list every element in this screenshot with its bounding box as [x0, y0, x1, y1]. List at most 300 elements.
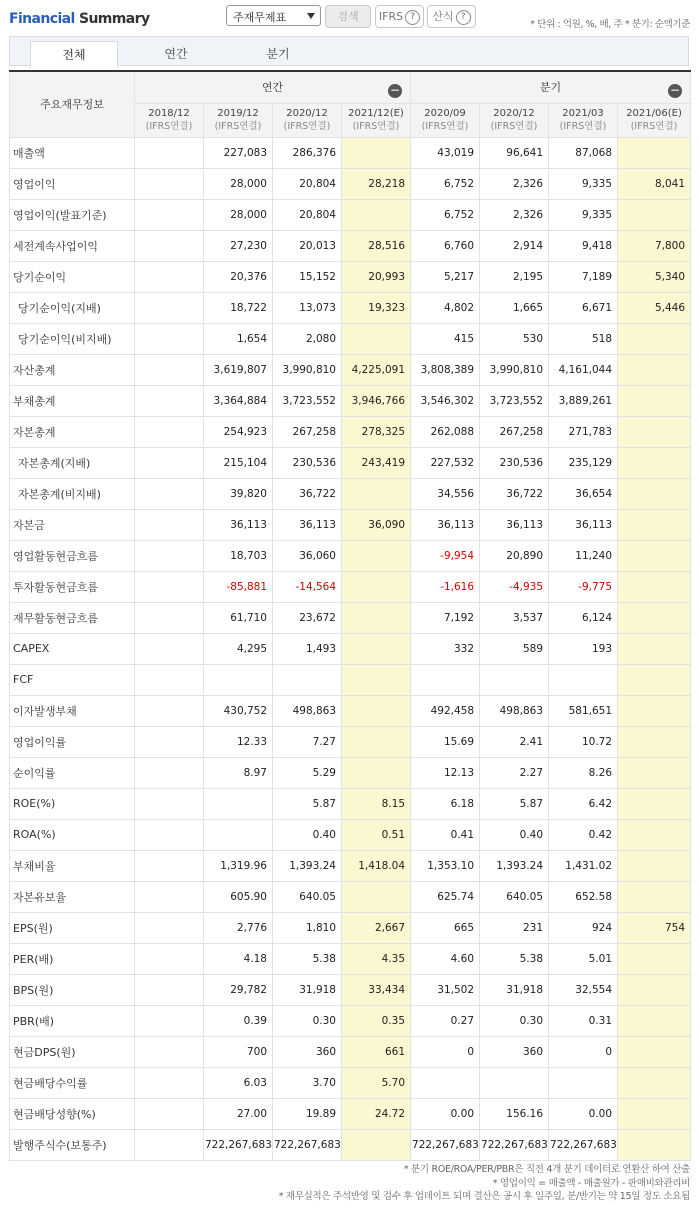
table-cell	[135, 323, 204, 354]
collapse-icon[interactable]: −	[670, 83, 681, 97]
table-cell: 87,068	[549, 137, 618, 168]
table-cell: 8.15	[342, 788, 411, 819]
table-cell: 36,722	[273, 478, 342, 509]
row-label: 순이익률	[10, 757, 135, 788]
table-cell: 4.35	[342, 943, 411, 974]
table-cell	[618, 199, 691, 230]
table-cell: 231	[480, 912, 549, 943]
footnote: * 분기 ROE/ROA/PER/PBR은 직전 4개 분기 데이터로 연환산 하여 산출	[403, 1164, 690, 1175]
table-cell: 0.00	[549, 1098, 618, 1129]
period-basis: (IFRS연결)	[630, 121, 678, 132]
table-cell: 3,808,389	[411, 354, 480, 385]
table-cell	[618, 1067, 691, 1098]
row-label: 자본유보율	[10, 881, 135, 912]
table-row	[10, 1129, 691, 1160]
table-cell	[135, 509, 204, 540]
table-cell: 2,326	[480, 168, 549, 199]
table-cell: 3.70	[273, 1067, 342, 1098]
table-cell: 230,536	[480, 447, 549, 478]
table-cell: 227,083	[204, 137, 273, 168]
table-cell: 665	[411, 912, 480, 943]
table-cell: 2,667	[342, 912, 411, 943]
row-label: 당기순이익	[10, 261, 135, 292]
table-cell	[135, 261, 204, 292]
table-cell: -4,935	[480, 571, 549, 602]
table-cell	[549, 664, 618, 695]
table-cell: 7,189	[549, 261, 618, 292]
table-cell: 31,918	[480, 974, 549, 1005]
table-cell: 13,073	[273, 292, 342, 323]
footnote: * 재무실적은 주석반영 및 검수 후 업데이트 되며 결산은 공시 후 일주일, 분/반기는 약 15일 정도 소요됨	[278, 1191, 690, 1202]
table-cell	[618, 695, 691, 726]
table-cell: 1,810	[273, 912, 342, 943]
row-label: ROA(%)	[10, 819, 135, 850]
table-cell: 156.16	[480, 1098, 549, 1129]
table-cell: 34,556	[411, 478, 480, 509]
table-cell: 924	[549, 912, 618, 943]
table-cell: 1,418.04	[342, 850, 411, 881]
table-cell: 19,323	[342, 292, 411, 323]
table-cell: 4.18	[204, 943, 273, 974]
table-cell: 262,088	[411, 416, 480, 447]
table-cell	[618, 664, 691, 695]
table-cell	[342, 726, 411, 757]
table-row	[10, 385, 691, 416]
table-row	[10, 571, 691, 602]
table-cell: 31,502	[411, 974, 480, 1005]
table-cell	[411, 664, 480, 695]
table-cell: 230,536	[273, 447, 342, 478]
table-cell: 1,393.24	[480, 850, 549, 881]
table-cell: 4.60	[411, 943, 480, 974]
table-cell: 0.35	[342, 1005, 411, 1036]
table-cell: 722,267,683	[204, 1129, 273, 1160]
table-cell: 4,802	[411, 292, 480, 323]
table-cell: 722,267,683	[273, 1129, 342, 1160]
table-cell	[204, 788, 273, 819]
table-cell	[135, 819, 204, 850]
tab-quarter[interactable]: 분기	[266, 47, 290, 61]
table-cell: 61,710	[204, 602, 273, 633]
table-cell: 2,080	[273, 323, 342, 354]
table-cell	[342, 1129, 411, 1160]
table-cell	[135, 137, 204, 168]
table-cell	[618, 850, 691, 881]
table-cell: 12.33	[204, 726, 273, 757]
table-cell	[204, 664, 273, 695]
table-cell: 5,217	[411, 261, 480, 292]
table-cell: -1,616	[411, 571, 480, 602]
table-cell: 271,783	[549, 416, 618, 447]
row-label: 영업이익률	[10, 726, 135, 757]
table-cell: 6.42	[549, 788, 618, 819]
footnote: * 영업이익 = 매출액 - 매출원가 - 판매비와관리비	[492, 1177, 690, 1189]
table-cell: 722,267,683	[411, 1129, 480, 1160]
row-label: BPS(원)	[10, 974, 135, 1005]
table-cell: 7,192	[411, 602, 480, 633]
table-cell: 3,990,810	[480, 354, 549, 385]
row-label: FCF	[10, 664, 135, 695]
table-cell	[135, 385, 204, 416]
table-row	[10, 292, 691, 323]
table-cell	[342, 664, 411, 695]
table-cell: 20,013	[273, 230, 342, 261]
table-cell: 0.41	[411, 819, 480, 850]
period-header	[342, 103, 411, 137]
table-row	[10, 540, 691, 571]
table-cell	[135, 199, 204, 230]
table-cell	[411, 1067, 480, 1098]
table-cell: 267,258	[480, 416, 549, 447]
table-cell: 36,113	[273, 509, 342, 540]
table-cell	[480, 1067, 549, 1098]
table-cell: 492,458	[411, 695, 480, 726]
table-cell	[342, 137, 411, 168]
row-label: 매출액	[10, 137, 135, 168]
table-cell	[618, 1036, 691, 1067]
table-cell	[135, 416, 204, 447]
table-cell: 9,335	[549, 168, 618, 199]
table-cell: 0.27	[411, 1005, 480, 1036]
table-cell	[342, 540, 411, 571]
table-cell: 581,651	[549, 695, 618, 726]
row-label: 자본총계(지배)	[10, 447, 135, 478]
table-cell	[342, 633, 411, 664]
table-row	[10, 819, 691, 850]
table-cell	[135, 1098, 204, 1129]
annual-group-header: 연간 −	[135, 71, 411, 103]
table-cell	[618, 881, 691, 912]
table-row	[10, 757, 691, 788]
table-cell: 5,446	[618, 292, 691, 323]
page-title: Financial Summary	[9, 11, 150, 27]
table-row	[10, 168, 691, 199]
table-cell: 3,946,766	[342, 385, 411, 416]
period-label: 2020/12	[493, 108, 535, 119]
table-cell	[135, 478, 204, 509]
table-row	[10, 850, 691, 881]
table-cell: 31,918	[273, 974, 342, 1005]
table-cell: 2.27	[480, 757, 549, 788]
table-cell: 0.39	[204, 1005, 273, 1036]
table-cell: 12.13	[411, 757, 480, 788]
table-cell: 754	[618, 912, 691, 943]
footnotes	[0, 1163, 690, 1204]
row-label: PER(배)	[10, 943, 135, 974]
table-cell: 193	[549, 633, 618, 664]
table-cell	[342, 881, 411, 912]
table-cell	[342, 199, 411, 230]
table-cell	[618, 819, 691, 850]
table-row	[10, 323, 691, 354]
table-cell	[618, 1098, 691, 1129]
question-icon: ?	[405, 10, 420, 25]
table-cell: 0.00	[411, 1098, 480, 1129]
row-label: 부채총계	[10, 385, 135, 416]
table-cell: -85,881	[204, 571, 273, 602]
table-cell	[135, 788, 204, 819]
table-cell	[135, 912, 204, 943]
table-cell: 722,267,683	[549, 1129, 618, 1160]
table-cell: 27.00	[204, 1098, 273, 1129]
table-row	[10, 881, 691, 912]
table-cell: 3,990,810	[273, 354, 342, 385]
table-cell: 4,161,044	[549, 354, 618, 385]
collapse-icon[interactable]: −	[389, 83, 401, 97]
table-cell	[135, 292, 204, 323]
table-cell: -9,954	[411, 540, 480, 571]
table-cell: 498,863	[480, 695, 549, 726]
table-cell: 10.72	[549, 726, 618, 757]
tab-all[interactable]: 전체	[30, 41, 118, 68]
table-cell	[618, 571, 691, 602]
table-cell	[135, 540, 204, 571]
period-label: 2021/03	[562, 108, 604, 119]
table-cell	[135, 664, 204, 695]
table-cell: 360	[273, 1036, 342, 1067]
table-cell	[618, 137, 691, 168]
table-row	[10, 199, 691, 230]
table-cell: 15,152	[273, 261, 342, 292]
table-cell	[618, 788, 691, 819]
quarter-group-header: 분기 −	[411, 71, 691, 103]
table-cell: 36,060	[273, 540, 342, 571]
table-cell	[135, 757, 204, 788]
table-cell: 8,041	[618, 168, 691, 199]
table-cell: 700	[204, 1036, 273, 1067]
table-cell: 20,804	[273, 199, 342, 230]
table-cell	[342, 478, 411, 509]
row-label: 영업이익(발표기준)	[10, 199, 135, 230]
table-cell: 96,641	[480, 137, 549, 168]
search-button[interactable]: 검색	[325, 5, 371, 28]
table-row	[10, 1036, 691, 1067]
table-cell: 28,000	[204, 199, 273, 230]
table-cell: 0.40	[480, 819, 549, 850]
table-row	[10, 1067, 691, 1098]
table-cell: 1,665	[480, 292, 549, 323]
table-cell	[618, 602, 691, 633]
table-cell	[618, 447, 691, 478]
chevron-down-icon	[307, 13, 315, 19]
table-cell: 415	[411, 323, 480, 354]
table-cell: 243,419	[342, 447, 411, 478]
table-cell	[135, 633, 204, 664]
row-label: 영업이익	[10, 168, 135, 199]
table-row	[10, 788, 691, 819]
table-row	[10, 230, 691, 261]
table-cell: 29,782	[204, 974, 273, 1005]
table-row	[10, 416, 691, 447]
table-cell: 640.05	[273, 881, 342, 912]
table-cell: 286,376	[273, 137, 342, 168]
table-cell: 6,752	[411, 168, 480, 199]
table-cell: 661	[342, 1036, 411, 1067]
table-cell	[135, 354, 204, 385]
table-cell	[618, 1129, 691, 1160]
top-bar	[0, 0, 700, 36]
table-cell: 530	[480, 323, 549, 354]
table-cell: 4,295	[204, 633, 273, 664]
period-basis: (IFRS연결)	[214, 121, 262, 132]
table-cell: 1,393.24	[273, 850, 342, 881]
table-cell: 6,671	[549, 292, 618, 323]
table-cell: 360	[480, 1036, 549, 1067]
table-cell: 0	[411, 1036, 480, 1067]
table-cell: 8.26	[549, 757, 618, 788]
table-cell: 6,760	[411, 230, 480, 261]
table-row	[10, 695, 691, 726]
table-cell: 267,258	[273, 416, 342, 447]
table-cell: 36,654	[549, 478, 618, 509]
table-cell: 1,431.02	[549, 850, 618, 881]
ifrs-help-button[interactable]: IFRS ?	[375, 5, 424, 28]
period-basis: (IFRS연결)	[352, 121, 400, 132]
table-cell: 5.29	[273, 757, 342, 788]
table-cell: 39,820	[204, 478, 273, 509]
table-cell	[618, 540, 691, 571]
row-label: 영업활동현금흐름	[10, 540, 135, 571]
table-cell	[135, 1129, 204, 1160]
table-cell	[135, 695, 204, 726]
table-cell: 0.30	[273, 1005, 342, 1036]
table-row	[10, 354, 691, 385]
period-header	[618, 103, 691, 137]
table-cell: 36,113	[204, 509, 273, 540]
formula-help-button[interactable]: 산식 ?	[427, 5, 476, 28]
table-cell: 278,325	[342, 416, 411, 447]
table-row	[10, 912, 691, 943]
table-cell: 3,723,552	[273, 385, 342, 416]
table-cell	[135, 447, 204, 478]
period-basis: (IFRS연결)	[559, 121, 607, 132]
question-icon: ?	[456, 10, 471, 25]
table-row	[10, 633, 691, 664]
table-cell: 28,516	[342, 230, 411, 261]
row-label: 자본총계	[10, 416, 135, 447]
table-cell: 605.90	[204, 881, 273, 912]
table-cell	[342, 695, 411, 726]
table-row	[10, 1098, 691, 1129]
table-cell: 518	[549, 323, 618, 354]
table-cell: 18,703	[204, 540, 273, 571]
row-label: ROE(%)	[10, 788, 135, 819]
table-cell	[342, 571, 411, 602]
table-cell: 722,267,683	[480, 1129, 549, 1160]
table-cell: 254,923	[204, 416, 273, 447]
table-cell: 1,319.96	[204, 850, 273, 881]
table-cell: 23,672	[273, 602, 342, 633]
table-cell: 3,723,552	[480, 385, 549, 416]
row-label: 세전계속사업이익	[10, 230, 135, 261]
table-cell: 20,376	[204, 261, 273, 292]
row-label: EPS(원)	[10, 912, 135, 943]
table-cell: 3,364,884	[204, 385, 273, 416]
row-label: 투자활동현금흐름	[10, 571, 135, 602]
table-cell: 20,993	[342, 261, 411, 292]
table-cell	[204, 819, 273, 850]
table-cell: 332	[411, 633, 480, 664]
table-cell	[618, 323, 691, 354]
period-basis: (IFRS연결)	[490, 121, 538, 132]
table-cell: 28,000	[204, 168, 273, 199]
row-label: CAPEX	[10, 633, 135, 664]
table-cell	[273, 664, 342, 695]
table-cell: 36,113	[411, 509, 480, 540]
table-cell: 36,722	[480, 478, 549, 509]
row-label: 현금배당수익률	[10, 1067, 135, 1098]
table-cell: 6,752	[411, 199, 480, 230]
table-cell	[342, 323, 411, 354]
table-cell	[135, 881, 204, 912]
table-body	[10, 137, 691, 1160]
table-row	[10, 943, 691, 974]
table-cell: 15.69	[411, 726, 480, 757]
table-row	[10, 1005, 691, 1036]
table-cell: 7,800	[618, 230, 691, 261]
table-cell	[618, 757, 691, 788]
row-label: 자산총계	[10, 354, 135, 385]
tab-annual[interactable]: 연간	[164, 47, 188, 61]
table-cell	[135, 230, 204, 261]
table-cell: 5.70	[342, 1067, 411, 1098]
statement-select[interactable]: 주재무제표	[226, 5, 321, 26]
table-cell: 36,113	[549, 509, 618, 540]
table-cell: 652.58	[549, 881, 618, 912]
table-cell: 2,195	[480, 261, 549, 292]
period-label: 2020/09	[424, 108, 466, 119]
period-header	[204, 103, 273, 137]
table-cell: 27,230	[204, 230, 273, 261]
table-cell: 18,722	[204, 292, 273, 323]
table-cell	[135, 602, 204, 633]
table-cell: 36,090	[342, 509, 411, 540]
table-row	[10, 478, 691, 509]
table-cell: 9,335	[549, 199, 618, 230]
period-label: 2021/06(E)	[626, 108, 682, 119]
table-cell: 24.72	[342, 1098, 411, 1129]
table-row	[10, 137, 691, 168]
row-label: 당기순이익(비지배)	[10, 323, 135, 354]
period-header	[273, 103, 342, 137]
table-cell: 28,218	[342, 168, 411, 199]
table-cell: 33,434	[342, 974, 411, 1005]
table-cell: 20,890	[480, 540, 549, 571]
table-cell: 235,129	[549, 447, 618, 478]
table-cell: 625.74	[411, 881, 480, 912]
table-cell: 2.41	[480, 726, 549, 757]
unit-note: * 단위 : 억원, %, 배, 주 * 분기: 순액기준	[530, 19, 690, 30]
row-label: 당기순이익(지배)	[10, 292, 135, 323]
table-cell	[135, 1005, 204, 1036]
table-row	[10, 726, 691, 757]
period-basis: (IFRS연결)	[145, 121, 193, 132]
table-cell: 589	[480, 633, 549, 664]
table-cell: 9,418	[549, 230, 618, 261]
table-cell: 3,889,261	[549, 385, 618, 416]
table-cell: 430,752	[204, 695, 273, 726]
period-header	[411, 103, 480, 137]
row-label: 부채비율	[10, 850, 135, 881]
period-tabs	[9, 36, 689, 66]
table-cell: 4,225,091	[342, 354, 411, 385]
table-cell	[135, 726, 204, 757]
table-cell	[480, 664, 549, 695]
table-cell: 0	[549, 1036, 618, 1067]
table-cell	[549, 1067, 618, 1098]
table-cell: 11,240	[549, 540, 618, 571]
table-row	[10, 261, 691, 292]
